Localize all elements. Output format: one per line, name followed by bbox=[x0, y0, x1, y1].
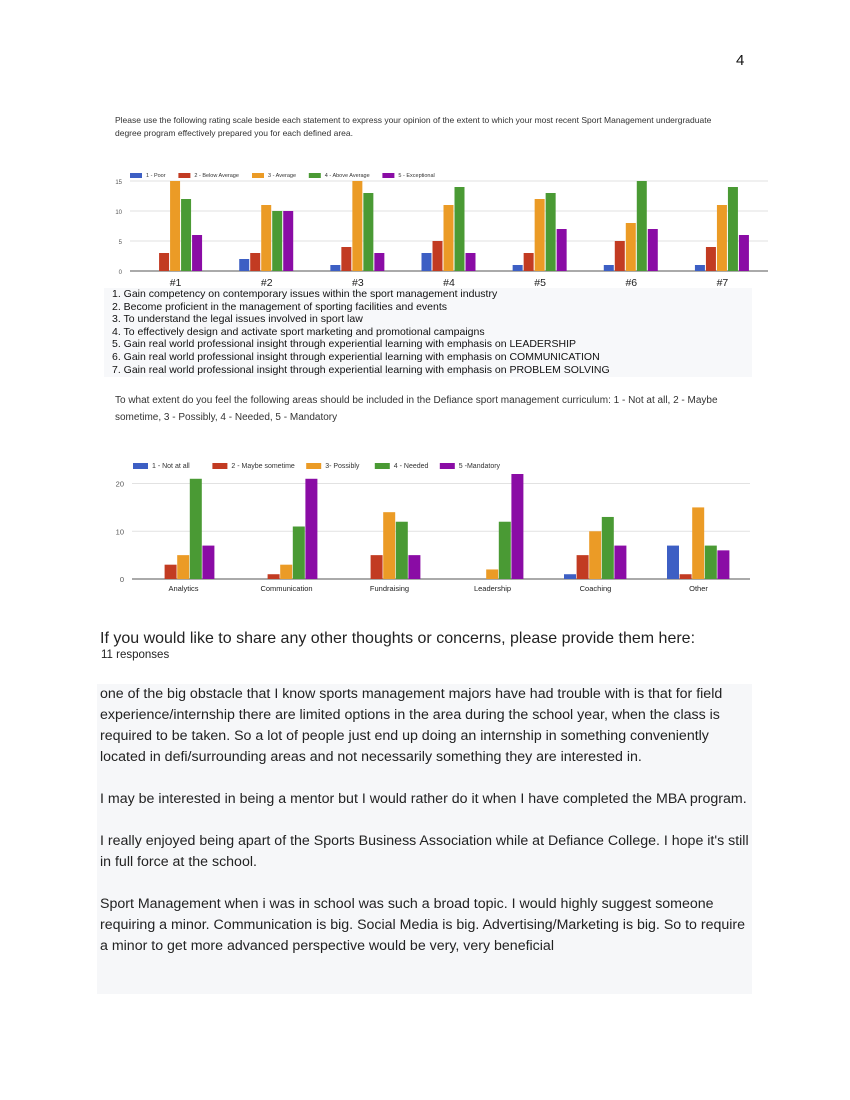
y-tick-label: 10 bbox=[115, 210, 122, 216]
bar bbox=[170, 181, 180, 271]
bar bbox=[305, 479, 317, 579]
bar bbox=[637, 181, 647, 271]
y-tick-label: 15 bbox=[115, 180, 122, 186]
legend-swatch bbox=[212, 463, 227, 469]
legend-label: 4 - Above Average bbox=[324, 173, 370, 179]
legend-label: 4 - Needed bbox=[393, 463, 429, 470]
legend-label: 3- Possibly bbox=[325, 463, 360, 470]
bar bbox=[524, 253, 534, 271]
legend-label: 2 - Below Average bbox=[194, 173, 239, 179]
bar bbox=[352, 181, 362, 271]
bar bbox=[717, 550, 729, 579]
legend-label: 3 - Average bbox=[268, 173, 297, 179]
bar bbox=[486, 569, 498, 579]
y-tick-label: 20 bbox=[115, 479, 124, 489]
statement-7: 7. Gain real world professional insight through experiential learning with emphasis on PROBLEM SOLVING bbox=[112, 363, 610, 376]
legend-swatch bbox=[130, 173, 142, 178]
x-category-label: Fundraising bbox=[369, 584, 410, 593]
x-category-label: Other bbox=[689, 584, 708, 593]
statement-2: 2. Become proficient in the management of sporting facilities and events bbox=[112, 300, 448, 313]
bar bbox=[374, 253, 384, 271]
y-tick-label: 0 bbox=[118, 270, 122, 276]
bar bbox=[695, 265, 705, 271]
bar bbox=[648, 229, 658, 271]
bar bbox=[626, 223, 636, 271]
bar bbox=[614, 546, 626, 579]
bar bbox=[330, 265, 340, 271]
bar bbox=[268, 574, 280, 579]
x-category-label: Analytics bbox=[168, 584, 199, 593]
bar bbox=[706, 247, 716, 271]
page-number: 4 bbox=[736, 52, 745, 69]
bar bbox=[705, 546, 717, 579]
legend-swatch bbox=[133, 463, 148, 469]
statement-6: 6. Gain real world professional insight through experiential learning with emphasis on COMMUNICATION bbox=[112, 350, 600, 363]
bar bbox=[159, 253, 169, 271]
legend-label: 5 -Mandatory bbox=[458, 463, 501, 470]
bar bbox=[202, 546, 214, 579]
bar bbox=[239, 259, 249, 271]
bar bbox=[564, 574, 576, 579]
response-item: I really enjoyed being apart of the Sports Business Association while at Defiance College. I hope it's still in full force at the school. bbox=[100, 833, 749, 870]
statement-key bbox=[104, 288, 752, 377]
bar bbox=[283, 211, 293, 271]
bar bbox=[511, 474, 523, 579]
legend-label: 1 - Poor bbox=[146, 173, 166, 179]
bar bbox=[192, 235, 202, 271]
statement-5: 5. Gain real world professional insight through experiential learning with emphasis on LEADERSHIP bbox=[112, 338, 576, 351]
bar bbox=[190, 479, 202, 579]
bar bbox=[433, 241, 443, 271]
bar bbox=[577, 555, 589, 579]
bar bbox=[280, 565, 292, 579]
curriculum-areas-chart bbox=[100, 455, 760, 600]
response-item: Sport Management when i was in school was such a broad topic. I would highly suggest someone requiring a minor. Communication is big. Social Media is big. Advertising/Marketing is big. So to require a minor to get more advanced perspective would be very, very beneficial bbox=[100, 896, 746, 954]
bar bbox=[422, 253, 432, 271]
bar bbox=[499, 522, 511, 579]
legend-swatch bbox=[178, 173, 190, 178]
bar bbox=[250, 253, 260, 271]
statement-1: 1. Gain competency on contemporary issues within the sport management industry bbox=[112, 288, 498, 300]
statement-3: 3. To understand the legal issues involved in sport law bbox=[112, 313, 363, 326]
legend-swatch bbox=[440, 463, 455, 469]
bar bbox=[717, 205, 727, 271]
curriculum-question: To what extent do you feel the following areas should be included in the Defiance sport management curriculum: 1 - Not at all, 2 - Maybe sometime, 3 - Possibly, 4 - Needed, 5 - Mandatory bbox=[115, 395, 718, 423]
x-category-label: Communication bbox=[260, 584, 313, 593]
bar bbox=[396, 522, 408, 579]
response-item: one of the big obstacle that I know sports management majors have had trouble with is that for field experience/internship there are limited options in the area during the school year, when the class is required to be taken. So a lot of people just end up doing an internship in something conveniently located in defi/surrounding areas and not necessarily something they are interested in. bbox=[100, 686, 723, 765]
bar bbox=[165, 565, 177, 579]
legend-swatch bbox=[252, 173, 264, 178]
bar bbox=[602, 517, 614, 579]
y-tick-label: 10 bbox=[115, 527, 124, 537]
bar bbox=[513, 265, 523, 271]
bar bbox=[728, 187, 738, 271]
bar bbox=[293, 527, 305, 580]
bar bbox=[363, 193, 373, 271]
bar bbox=[455, 187, 465, 271]
rating-scale-instructions: Please use the following rating scale beside each statement to express your opinion of the extent to which your most recent Sport Management undergraduate degree program effectively prepared you for each defined area. bbox=[115, 115, 712, 138]
bar bbox=[272, 211, 282, 271]
y-tick-label: 0 bbox=[119, 575, 124, 584]
bar bbox=[466, 253, 476, 271]
legend-swatch bbox=[375, 463, 390, 469]
bar bbox=[383, 512, 395, 579]
x-category-label: Leadership bbox=[473, 584, 512, 593]
x-category-label: #7 bbox=[716, 277, 729, 288]
legend-swatch bbox=[309, 173, 321, 178]
response-count: 11 responses bbox=[101, 649, 170, 661]
bar bbox=[408, 555, 420, 579]
legend-label: 1 - Not at all bbox=[152, 463, 190, 470]
bar bbox=[444, 205, 454, 271]
bar bbox=[589, 531, 601, 579]
bar bbox=[341, 247, 351, 271]
bar bbox=[604, 265, 614, 271]
x-category-label: #1 bbox=[169, 277, 182, 288]
response-item: I may be interested in being a mentor but I would rather do it when I have completed the MBA program. bbox=[100, 791, 747, 807]
share-thoughts-title: If you would like to share any other thoughts or concerns, please provide them here: bbox=[100, 630, 696, 647]
bar bbox=[177, 555, 189, 579]
x-category-label: #6 bbox=[625, 277, 638, 288]
statement-4: 4. To effectively design and activate sport marketing and promotional campaigns bbox=[112, 325, 485, 338]
legend-swatch bbox=[306, 463, 321, 469]
bar bbox=[535, 199, 545, 271]
bar bbox=[692, 507, 704, 579]
bar bbox=[181, 199, 191, 271]
legend-label: 2 - Maybe sometime bbox=[231, 463, 295, 470]
bar bbox=[667, 546, 679, 579]
bar bbox=[557, 229, 567, 271]
responses-list bbox=[97, 684, 752, 994]
legend-label: 5 - Exceptional bbox=[398, 173, 435, 179]
bar bbox=[371, 555, 383, 579]
bar bbox=[261, 205, 271, 271]
bar bbox=[680, 574, 692, 579]
preparation-rating-chart bbox=[100, 166, 770, 288]
x-category-label: #5 bbox=[534, 277, 546, 288]
x-category-label: #3 bbox=[352, 277, 364, 288]
legend-swatch bbox=[382, 173, 394, 178]
y-tick-label: 5 bbox=[118, 240, 122, 246]
x-category-label: #4 bbox=[443, 277, 455, 288]
bar bbox=[739, 235, 749, 271]
x-category-label: Coaching bbox=[579, 584, 612, 593]
bar bbox=[546, 193, 556, 271]
bar bbox=[615, 241, 625, 271]
x-category-label: #2 bbox=[260, 277, 273, 288]
